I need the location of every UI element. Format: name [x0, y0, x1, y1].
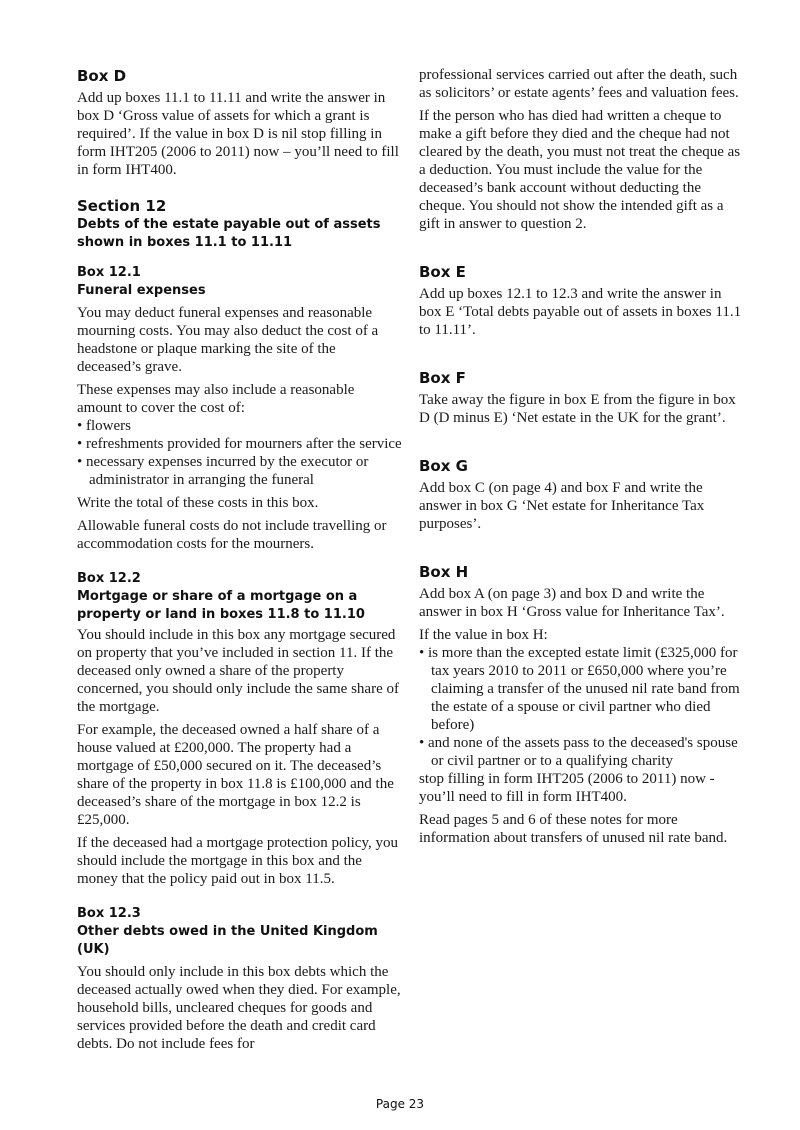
- box-12-3-subheading: Other debts owed in the United Kingdom (UK): [77, 924, 378, 957]
- list-item: • is more than the excepted estate limit (£325,000 for tax years 2010 to 2011 or £650,000 where you’re claiming a transfer of the unused nil rate band from the estate of a spouse or civil partner who died before): [419, 644, 745, 734]
- box-12-3-heading: Box 12.3: [77, 906, 141, 921]
- box-h-heading: Box H: [419, 563, 469, 581]
- box-e-heading: Box E: [419, 263, 466, 281]
- list-item: • flowers: [77, 417, 403, 435]
- list-item: • and none of the assets pass to the deceased's spouse or civil partner or to a qualifying charity: [419, 734, 745, 770]
- list-item: • necessary expenses incurred by the executor or administrator in arranging the funeral: [77, 453, 403, 489]
- box-12-1-heading: Box 12.1: [77, 265, 141, 280]
- box-h-text-1: Add box A (on page 3) and box D and write the answer in box H ‘Gross value for Inheritance Tax’.: [419, 586, 725, 620]
- funeral-expenses-list: [77, 417, 403, 489]
- box-d-heading: Box D: [77, 67, 127, 85]
- box-12-2-text-2: For example, the deceased owned a half share of a house valued at £200,000. The property had a mortgage of £50,000 secured on it. The deceased’s share of the property in box 11.8 is £100,000 and the deceased’s share of the mortgage in box 12.2 is £25,000.: [77, 722, 394, 828]
- right-column: [419, 66, 745, 852]
- section-12-subheading: Debts of the estate payable out of assets shown in boxes 11.1 to 11.11: [77, 217, 381, 250]
- box-12-1-text-3: Write the total of these costs in this box.: [77, 495, 319, 511]
- box-12-1-text-2: These expenses may also include a reasonable amount to cover the cost of:: [77, 382, 355, 416]
- box-12-1-subheading: Funeral expenses: [77, 283, 206, 298]
- box-g-text: Add box C (on page 4) and box F and write the answer in box G ‘Net estate for Inheritance Tax purposes’.: [419, 480, 705, 532]
- page-number: Page 23: [375, 1097, 425, 1111]
- box-f-heading: Box F: [419, 369, 466, 387]
- box-g-heading: Box G: [419, 457, 468, 475]
- box-12-1-text-4: Allowable funeral costs do not include travelling or accommodation costs for the mourners.: [77, 518, 387, 552]
- continued-text-1: professional services carried out after the death, such as solicitors’ or estate agents’ fees and valuation fees.: [419, 67, 739, 101]
- box-f-text: Take away the figure in box E from the figure in box D (D minus E) ‘Net estate in the UK for the grant’.: [419, 392, 736, 426]
- list-item: • refreshments provided for mourners after the service: [77, 435, 403, 453]
- box-e-text: Add up boxes 12.1 to 12.3 and write the answer in box E ‘Total debts payable out of assets in boxes 11.1 to 11.11’.: [419, 286, 742, 338]
- left-column: [77, 66, 403, 1058]
- box-12-1-text-1: You may deduct funeral expenses and reasonable mourning costs. You may also deduct the cost of a headstone or plaque marking the site of the deceased’s grave.: [77, 305, 379, 375]
- box-12-2-text-3: If the deceased had a mortgage protection policy, you should include the mortgage in this box and the money that the policy paid out in box 11.5.: [77, 835, 398, 887]
- box-12-3-text-1: You should only include in this box debts which the deceased actually owed when they died. For example, household bills, uncleared cheques for goods and services provided before the death and credit card debts. Do not include fees for: [77, 964, 401, 1052]
- box-h-text-3: stop filling in form IHT205 (2006 to 2011) now - you’ll need to fill in form IHT400.: [419, 771, 715, 805]
- box-12-2-heading: Box 12.2: [77, 571, 141, 586]
- box-d-text: Add up boxes 11.1 to 11.11 and write the answer in box D ‘Gross value of assets for which a grant is required’. If the value in box D is nil stop filling in form IHT205 (2006 to 2011) now – you’ll need to fill in form IHT400.: [77, 90, 399, 178]
- box-12-2-text-1: You should include in this box any mortgage secured on property that you’ve included in section 11. If the deceased only owned a share of the property concerned, you should only include the same share of the mortgage.: [77, 627, 399, 715]
- box-h-text-2: If the value in box H:: [419, 627, 548, 643]
- continued-text-2: If the person who has died had written a cheque to make a gift before they died and the cheque had not cleared by the death, you must not treat the cheque as a deduction. You must include the value for the deceased’s bank account without deducting the cheque. You should not show the intended gift as a gift in answer to question 2.: [419, 108, 741, 232]
- box-h-text-4: Read pages 5 and 6 of these notes for more information about transfers of unused nil rate band.: [419, 812, 728, 846]
- box-12-2-subheading: Mortgage or share of a mortgage on a property or land in boxes 11.8 to 11.10: [77, 589, 365, 622]
- section-12-heading: Section 12: [77, 197, 167, 215]
- box-h-conditions-list: [419, 644, 745, 770]
